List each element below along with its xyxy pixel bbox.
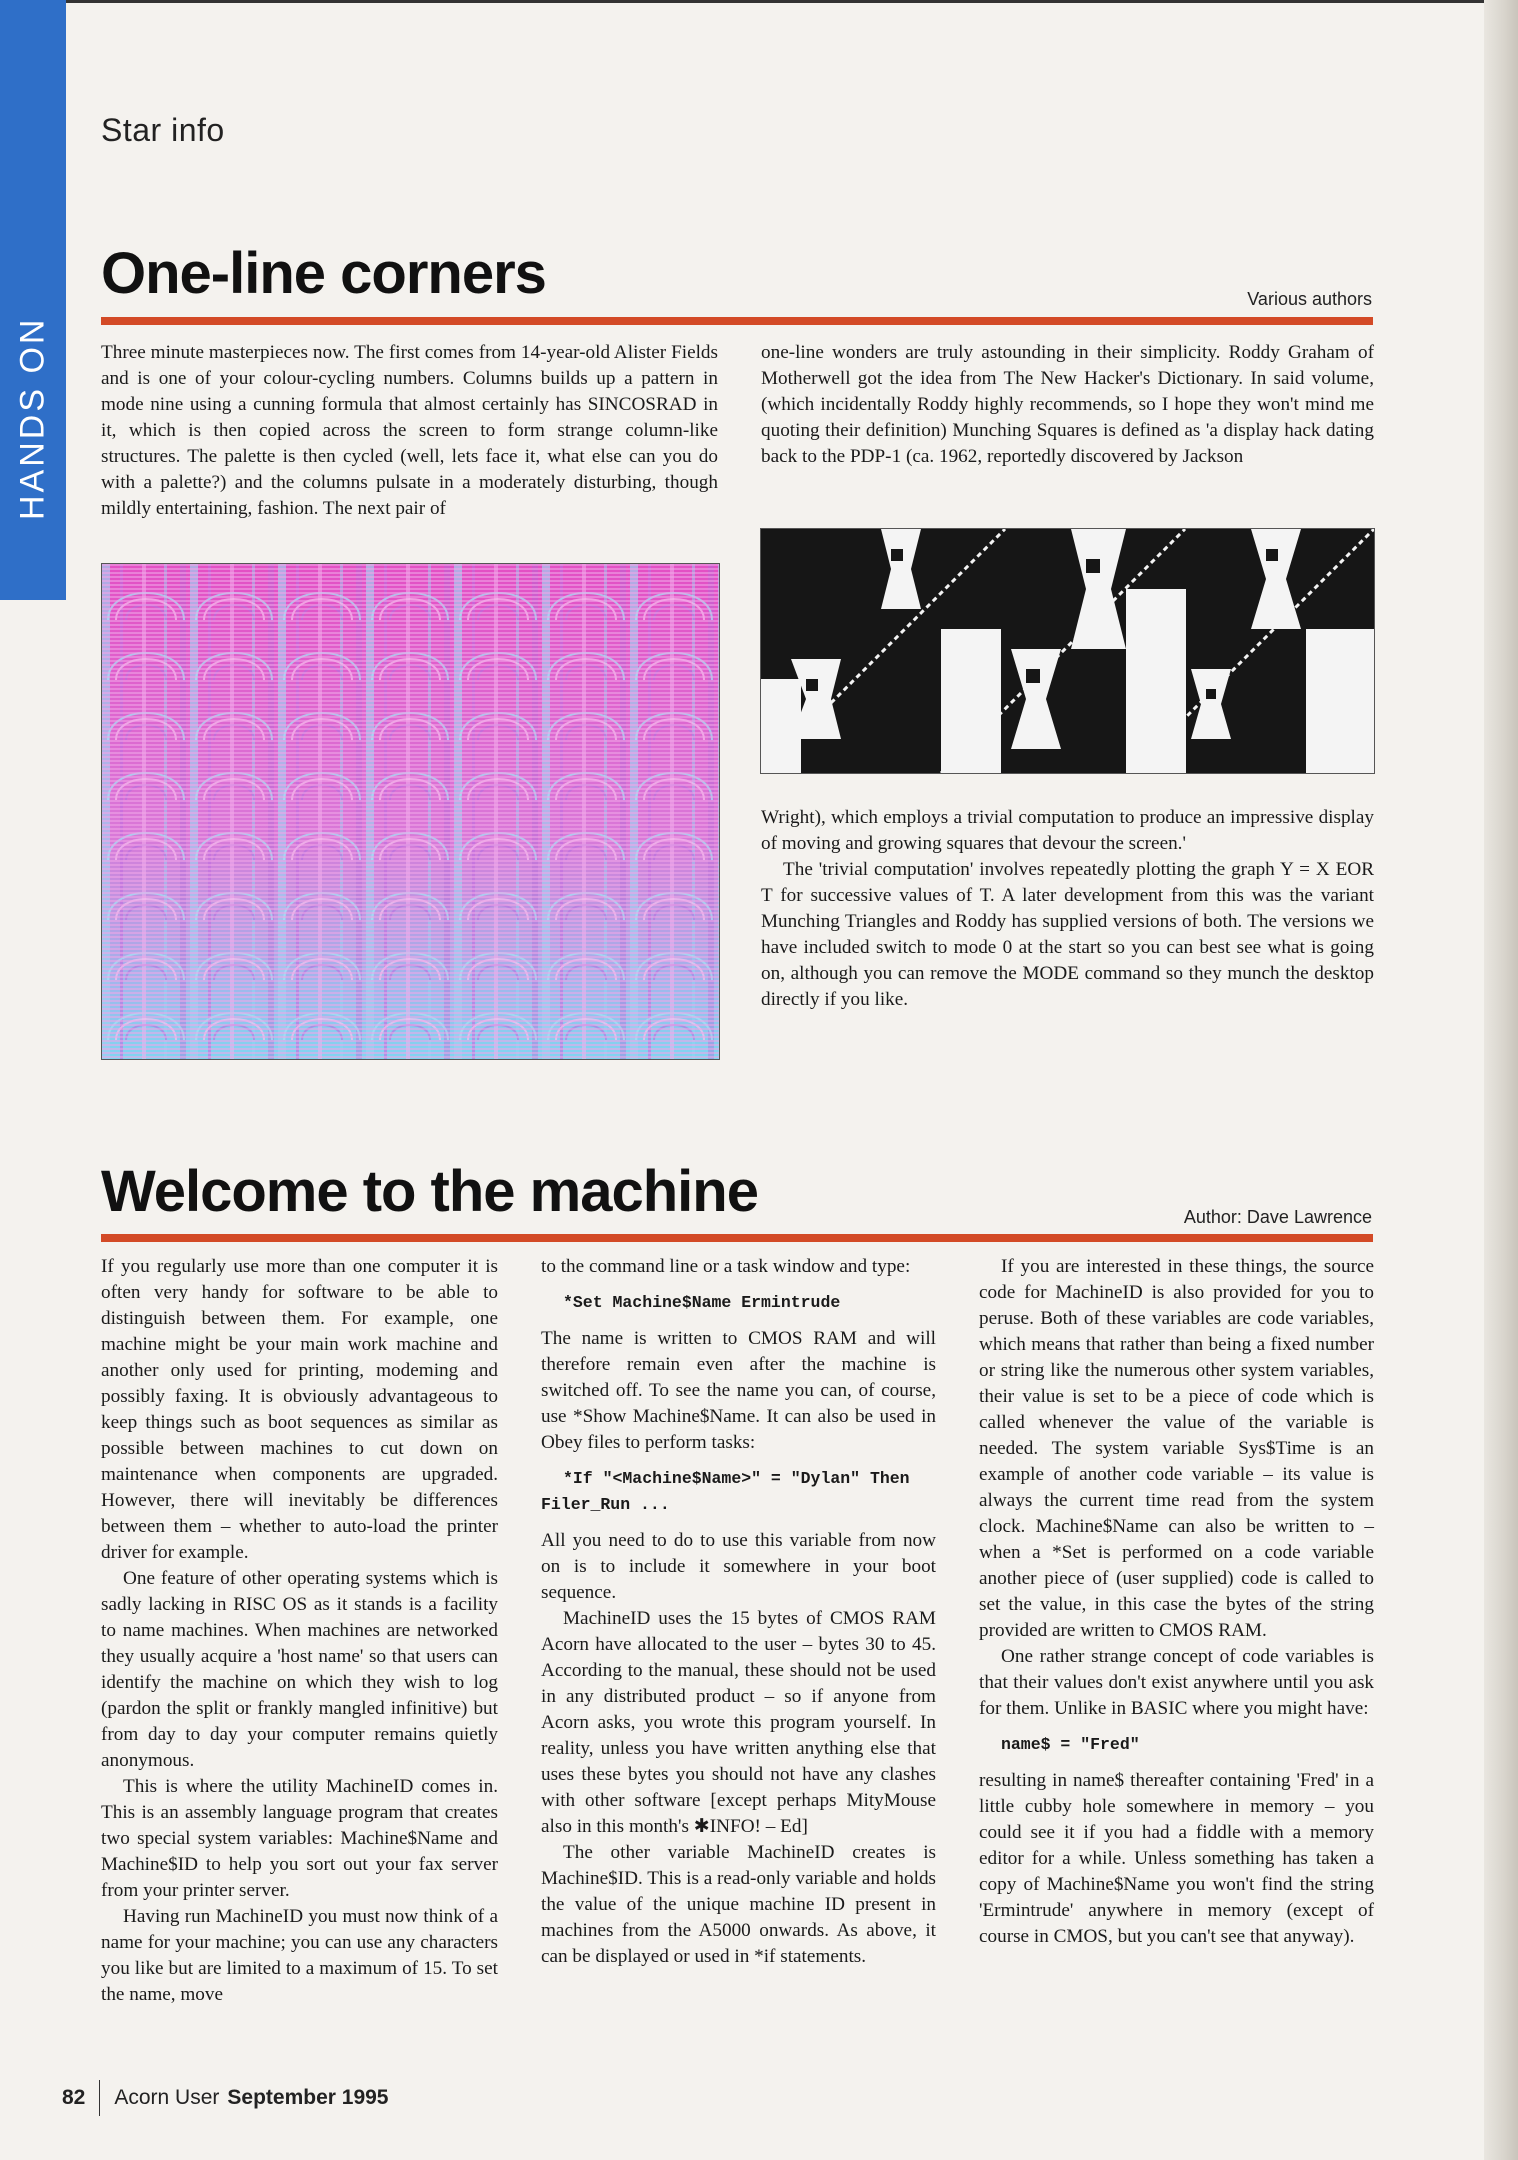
article2-col2-paragraph-2: The name is written to CMOS RAM and will therefore remain even after the machine is switched off. To see the name you can, of course, use *Show Machine$Name. It can also be used in Obey files to perform tasks: [541,1328,936,1453]
code-filer-run: Filer_Run ... [541,1495,670,1514]
code-basic-name-string: name$ = "Fred" [1001,1735,1140,1754]
section-side-tab [0,0,66,600]
article2-col3-paragraph-2: One rather strange concept of code variables is that their values don't exist anywhere until you ask for them. Unlike in BASIC where you might have: [979,1646,1374,1719]
article2-col2-paragraph-1: to the command line or a task window and type: [541,1256,911,1277]
article2-col2-paragraph-4: MachineID uses the 15 bytes of CMOS RAM Acorn have allocated to the user – bytes 30 to 45. According to the manual, these should not be used in any distributed product – so if anyone from Acorn asks, you wrote this program yourself. In reality, unless you have written anything else that uses these bytes you should not have any clashes with other software [except perhaps MityMouse also in this month's ✱INFO! – Ed] [541,1608,936,1837]
article2-col1-paragraph-2: One feature of other operating systems which is sadly lacking in RISC OS as it stands is a facility to name machines. When machines are networked they usually acquire a 'host name' so that users can identify the machine on which they wish to log (pardon the split or frankly mangled infinitive) but from day to day your computer remains quietly anonymous. [101,1568,498,1771]
article1-column-2-bottom [761,805,1374,1013]
article2-col1-paragraph-4: Having run MachineID you must now think of a name for your machine; you can use any characters you like but are limited to a maximum of 15. To set the name, move [101,1906,498,2005]
page-number: 82 [62,2086,86,2109]
article1-rule [101,317,1373,325]
article1-column-1 [101,340,718,522]
article2-title: Welcome to the machine [101,1159,758,1224]
issue-date: September 1995 [227,2086,389,2109]
footer-divider [99,2080,100,2116]
article1-col2-paragraph-1: one-line wonders are truly astounding in their simplicity. Roddy Graham of Motherwell got the idea from The New Hacker's Dictionary. In said volume, (which incidentally Roddy highly recommends, so I hope they won't mind me quoting their definition) Munching Squares is defined as 'a display hack dating back to the PDP-1 (ca. 1962, reportedly discovered by Jackson [761,342,1374,467]
article2-byline: Author: Dave Lawrence [1183,1207,1372,1227]
columns-pattern-image [102,564,719,1059]
section-label: Star info [101,112,225,148]
munching-squares-figure [760,528,1375,774]
article2-rule [101,1234,1373,1242]
article2-column-1 [101,1254,498,2008]
article1-col2-paragraph-2: Wright), which employs a trivial computation to produce an impressive display of moving and growing squares that devour the screen.' [761,807,1374,854]
code-set-machine-name: *Set Machine$Name Ermintrude [563,1293,841,1312]
munching-squares-image [761,529,1374,773]
article2-col1-paragraph-1: If you regularly use more than one computer it is often very handy for software to be able to distinguish between them. For example, one machine might be your main work machine and another only used for printing, modeming and possibly faxing. It is obviously advantageous to keep things such as boot sequences as similar as possible between machines to cut down on maintenance when components are upgraded. However, there will inevitably be differences between them – whether to auto-load the printer driver for example. [101,1256,498,1563]
article2-column-3 [979,1254,1374,1950]
article1-column-2-top [761,340,1374,470]
article1-col1-paragraph: Three minute masterpieces now. The first comes from 14-year-old Alister Fields and is one of your colour-cycling numbers. Columns builds up a pattern in mode nine using a cunning formula that almost certainly has SINCOSRAD in it, which is then copied across the screen to form strange column-like structures. The palette is then cycled (well, lets face it, what else can you do with a palette?) and the columns pulsate in a moderately disturbing, though mildly entertaining, fashion. The next pair of [101,342,718,519]
article2-column-2 [541,1254,936,1970]
article1-byline: Various authors [1247,289,1372,309]
article2-col3-paragraph-1: If you are interested in these things, the source code for MachineID is also provided for you to peruse. Both of these variables are code variables, which means that rather than being a fixed number or string like the numerous other system variables, their value is set to be a piece of code which is called whenever the value of the variable is needed. The system variable Sys$Time is an example of another code variable – its value is always the current time read from the system clock. Machine$Name can also be written to – when a *Set is performed on a code variable another piece of (user supplied) code is called to set the value, in this case the bytes of the string provided are written to CMOS RAM. [979,1256,1374,1641]
article1-col2-paragraph-3: The 'trivial computation' involves repeatedly plotting the graph Y = X EOR T for successive values of T. A later development from this was the variant Munching Triangles and Roddy has supplied versions of both. The versions we have included switch to mode 0 at the start so you can best see what is going on, although you can remove the MODE command so they munch the desktop directly if you like. [761,859,1374,1010]
article2-col1-paragraph-3: This is where the utility MachineID comes in. This is an assembly language program that creates two special system variables: Machine$Name and Machine$ID to help you sort out your fax server from your printer server. [101,1776,498,1901]
columns-screenshot-figure [101,563,720,1060]
article2-col2-paragraph-3: All you need to do to use this variable from now on is to include it somewhere in your boot sequence. [541,1530,936,1603]
article2-col3-paragraph-3: resulting in name$ thereafter containing 'Fred' in a little cubby hole somewhere in memory – you could see it if you had a fiddle with a memory editor for a while. Unless something has taken a copy of Machine$Name you won't find the string 'Ermintrude' anywhere in memory (except of course in CMOS, but you can't see that anyway). [979,1770,1374,1947]
side-tab-label: HANDS ON [13,316,52,520]
article1-title: One-line corners [101,241,546,306]
page-binding-edge [1484,0,1518,2160]
page-top-edge [0,0,1518,3]
page-footer [62,2080,388,2116]
code-if-machine-name: *If "<Machine$Name>" = "Dylan" Then [563,1469,910,1488]
magazine-name: Acorn User [114,2086,220,2109]
article2-col2-paragraph-5: The other variable MachineID creates is Machine$ID. This is a read-only variable and holds the value of the unique machine ID present in machines from the A5000 onwards. As above, it can be displayed or used in *if statements. [541,1842,937,1967]
